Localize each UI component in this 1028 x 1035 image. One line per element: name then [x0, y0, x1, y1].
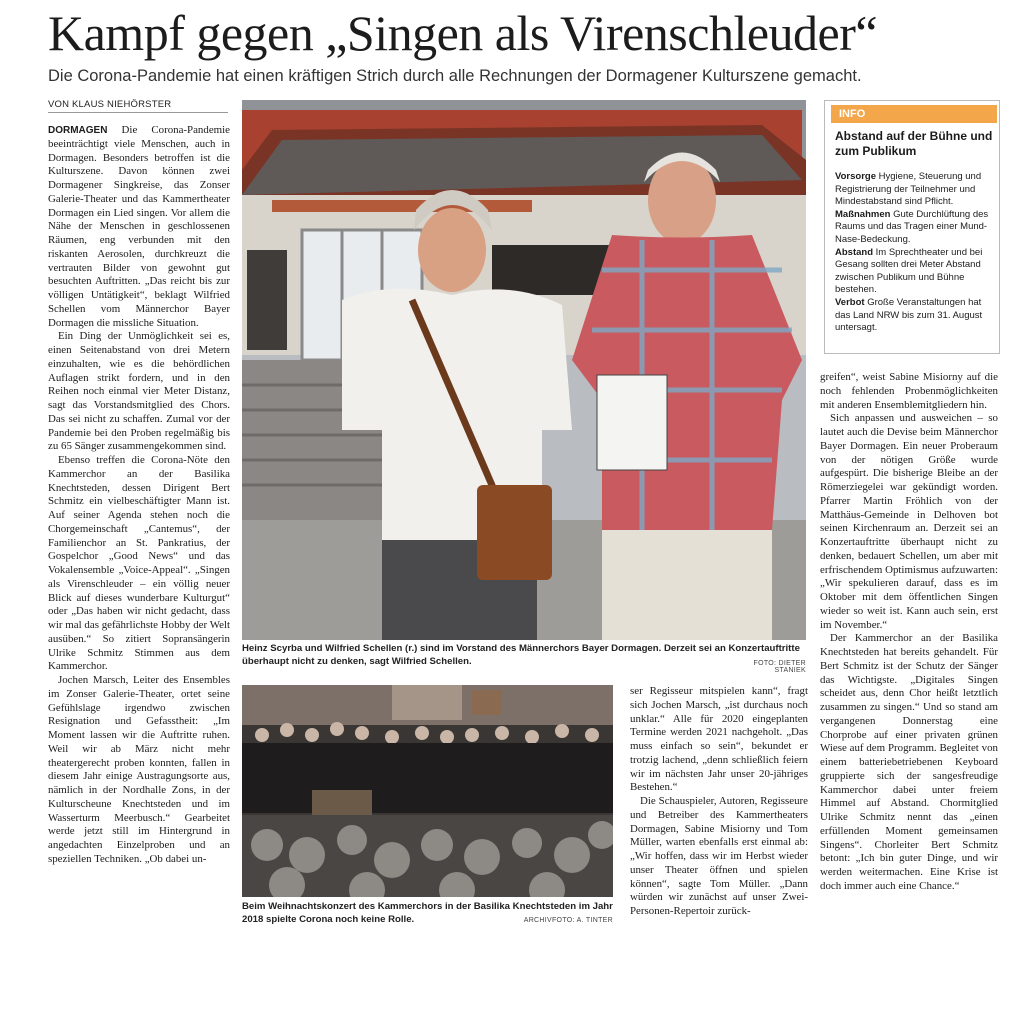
choir-photo — [242, 685, 613, 897]
article-paragraph: Ein Ding der Unmöglichkeit sei es, einen Seitenabstand von drei Metern einzuhalten, wie es die behördlichen Auflagen strikt fordern, und in den Reihen noch einmal vier Meter Distanz, sagt das Vorstandsmitglied des Chors. Das sei nicht zu schaffen. Zumal vor der Pandemie bei den Proben regelmäßig bis zu 65 Sänger zusammengekommen sind. — [48, 330, 230, 453]
main-photo-credit: FOTO: DIETER STANIEK — [753, 660, 806, 674]
article-paragraph: Der Kammerchor an der Basilika Knechtsteden hat bereits gehandelt. Für Bert Schmitz ist der Schutz der Sänger das Wichtigste. „Digitales Singen scheidet aus, denn Chor heißt letztlich zusammen zu singen.“ Und so stand am vergangenen Donnerstag eine Chorprobe auf einer privaten grünen Wiese auf dem Programm. Begleitet von einem batteriebetriebenen Keyboard gruppierte sich der sangesfreudige Kammerchor dabei unter freiem Himmel auf Abstand. Chormitglied Ulrike Schmitz nennt das „einen erfüllenden Moment gemeinsamen Singens“. Chorleiter Bert Schmitz betont: „Ich bin guter Dinge, und wir werden weitermachen. Eine Krise ist doch immer auch eine Chance.“ — [820, 632, 998, 892]
info-label: INFO — [831, 105, 997, 123]
article-paragraph: Sich anpassen und ausweichen – so lautet auch die Devise beim Männerchor Bayer Dormagen. Ein neuer Proberaum von der nötigen Größe wurde aufgespürt. Die bisherige Bleibe an der Römerziegelei war gekündigt worden. Pfarrer Martin Fröhlich von der Matthäus-Gemeinde in Delhoven bot seinen Kirchenraum an. Derzeit sei an Konzertauftritte überhaupt nicht zu denken, bedauert Schellen, um aber mit erfrischendem Optimismus aufzuwarten: „Wir spekulieren darauf, dass es im Oktober mit dem öffentlichen Singen wieder so weit ist. Kann auch sein, erst im November.“ — [820, 412, 998, 631]
info-item: Abstand Im Sprechtheater und bei Gesang sollten drei Meter Abstand zwischen Publikum und Bühne bestehen. — [835, 246, 983, 296]
choir-photo-credit: ARCHIVFOTO: A. TINTER — [523, 917, 613, 924]
article-paragraph: DORMAGEN Die Corona-Pandemie beeinträchtigt viele Menschen, auch in Dormagen. Besonders betroffen ist die Kulturszene. Davon können zwei Dormagener Singkreise, das Zonser Galerie-Theater und das Kammertheater Dormagen ein Lied singen. Vor allem die Nähe der Menschen in geschlossenen Räumen, eng verbunden mit den riskanten Aerosolen, durchkreuzt die vertrauten Bilder von gewohnt gut besuchten Auftritten. „Das reicht bis zur völligen Untätigkeit“, beklagt Wilfried Schellen vom Männerchor Bayer Dormagen die missliche Situation. — [48, 124, 230, 329]
info-box — [824, 100, 1000, 354]
main-photo-caption: Heinz Scyrba und Wilfried Schellen (r.) sind im Vorstand des Männerchors Bayer Dormagen. Derzeit sei an Konzertauftritte überhaupt nicht zu denken, sagt Wilfried Schellen. — [242, 643, 800, 667]
article-paragraph: Jochen Marsch, Leiter des Ensembles im Zonser Galerie-Theater, ortet seine Gefühlslage irgendwo zwischen Resignation und Gefasstheit: „Im Moment lassen wir die Auftritte ruhen. Weil wir ab März nicht mehr theatergerecht proben konnten, fallen in diesem Jahr einige Austragungsorte aus, nämlich in der Nordhalle Zons, in der Kulturscheune Knechtsteden und im Wasserturm Meerbusch.“ Gearbeitet werde jetzt still im Hintergrund in angedachten Einzelproben und an speziellen Techniken. „Ob dabei un- — [48, 674, 230, 865]
info-items — [835, 171, 993, 335]
info-title: Abstand auf der Bühne und zum Publikum — [835, 129, 993, 158]
dateline: DORMAGEN — [48, 125, 108, 136]
photo-choir-concert-illustration — [242, 685, 613, 897]
article-column-3 — [630, 685, 808, 935]
article-paragraph: Ebenso treffen die Corona-Nöte den Kammerchor an der Basilika Knechtsteden, dessen Dirigent Bert Schmitz ein vielbeschäftigter Mann ist. Auf seiner Agenda stehen noch die Chorgemeinschaft „Cantemus“, der Familienchor an St. Pankratius, der Gospelchor „Good News“ und das Vokalensemble „Voice-Appeal“. „Singen als Virenschleuder – ein völlig neuer Blick auf dieses wunderbare Kulturgut“ oder „Das haben wir nicht gedacht, dass wir mal das gefährlichste Hobby der Welt ausüben.“ So zitiert Sopransängerin Ulrike Schmitz Stimmen aus dem Kammerchor. — [48, 454, 230, 673]
article-column-4 — [820, 371, 998, 936]
byline: VON KLAUS NIEHÖRSTER — [48, 99, 228, 113]
photo-two-men-illustration — [242, 100, 806, 640]
subheadline: Die Corona-Pandemie hat einen kräftigen Strich durch alle Rechnungen der Dormagener Kulturszene gemacht. — [48, 67, 862, 85]
article-column-1 — [48, 124, 230, 932]
info-item: Verbot Große Veranstaltungen hat das Land NRW bis zum 31. August untersagt. — [835, 296, 983, 334]
info-item: Vorsorge Hygiene, Steuerung und Registrierung der Teilnehmer und Mindestabstand sind Pflicht. — [835, 171, 982, 208]
headline: Kampf gegen „Singen als Virenschleuder“ — [48, 5, 878, 61]
article-paragraph: ser Regisseur mitspielen kann“, fragt sich Jochen Marsch, „ist durchaus noch unklar.“ Alle für 2020 eingeplanten Termine werden 2021 nachgeholt. „Das muss einfach so sein“, bekundet er trotzig lachend, „denn schließlich feiern wir im nächsten Jahr unser 20-jähriges Bestehen.“ — [630, 685, 808, 794]
article-paragraph: Die Schauspieler, Autoren, Regisseure und Betreiber des Kammertheaters Dormagen, Sabine Misiorny und Tom Müller, warten ebenfalls erst einmal ab: „Wir hoffen, dass wir im Herbst wieder unser Theater öffnen und spielen können“, sagte Tom Müller. „Dann würden wir zunächst auf unser Zwei-Personen-Repertoir zurück- — [630, 795, 808, 917]
info-item: Maßnahmen Gute Durchlüftung des Raums und das Tragen einer Mund-Nase-Bedeckung. — [835, 208, 989, 245]
article-paragraph: greifen“, weist Sabine Misiorny auf die noch fehlenden Probenmöglichkeiten mit anderen Ensemblemitgliedern hin. — [820, 371, 998, 411]
choir-photo-caption: Beim Weihnachtskonzert des Kammerchors in der Basilika Knechtsteden im Jahr 2018 spielte Corona noch keine Rolle. — [242, 901, 613, 925]
main-photo — [242, 100, 806, 640]
